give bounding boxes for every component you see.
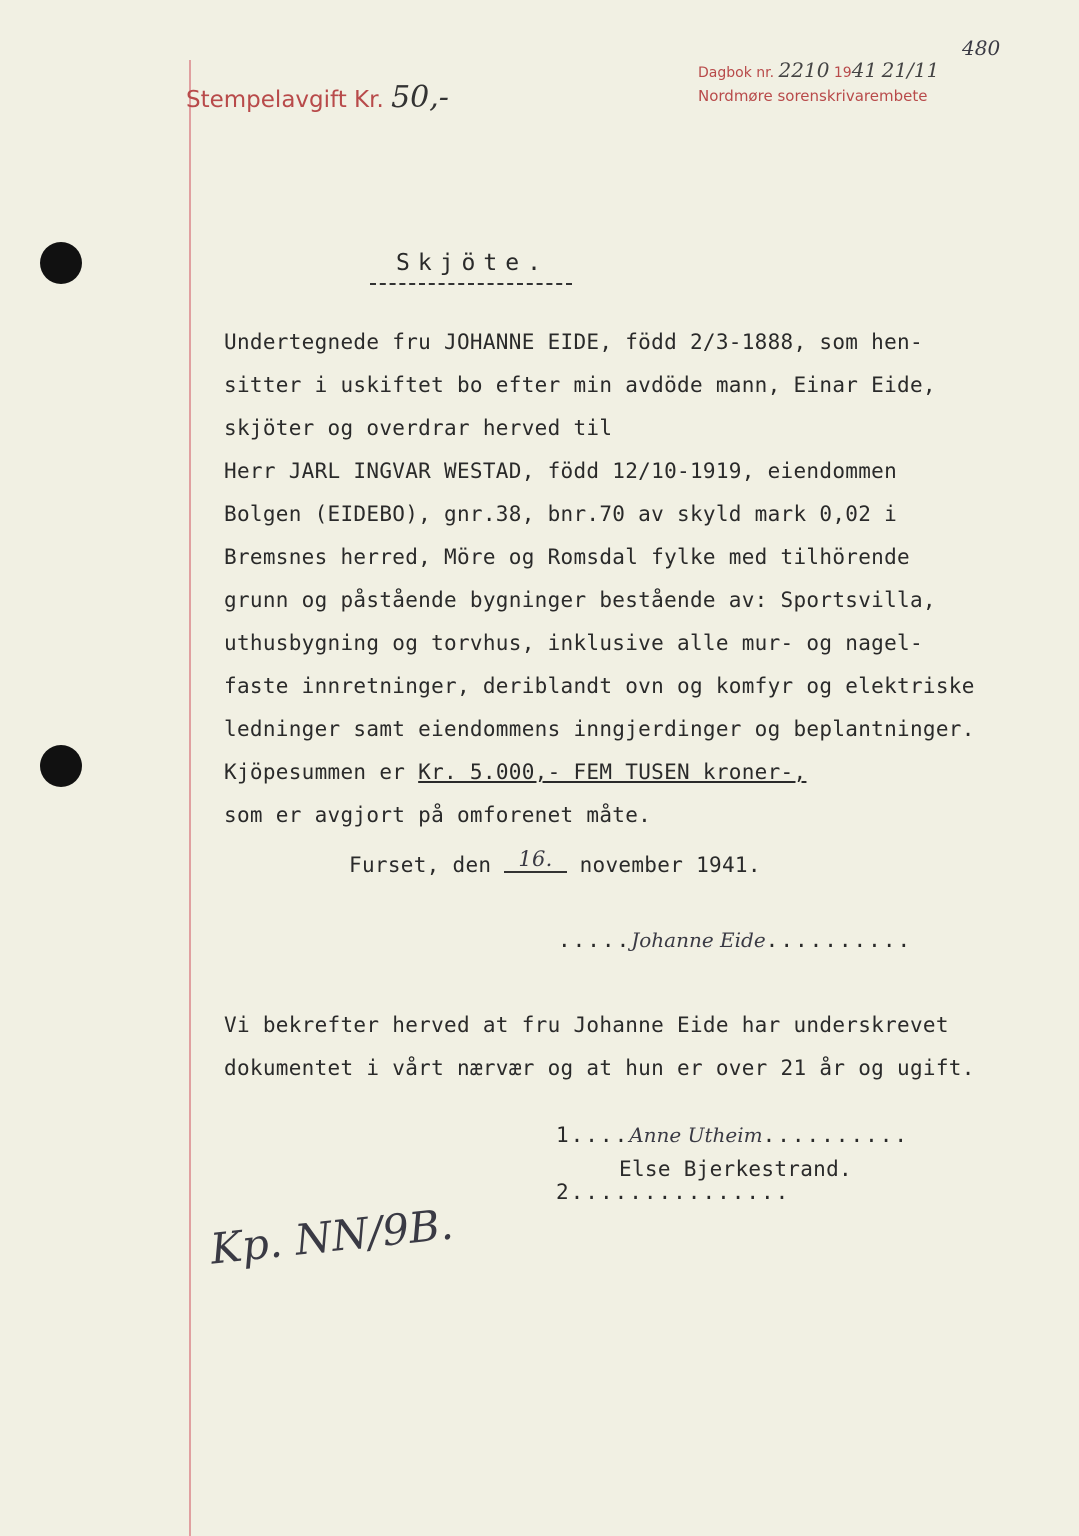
signature-dots-right: .......... [765,928,913,952]
office-stamp: Nordmøre sorenskrivarembete [698,87,928,105]
journal-year-prefix: 19 [833,65,852,81]
title-underline [370,283,572,285]
punch-hole-bottom [40,745,82,787]
margin-rule [189,60,191,1536]
signature-line [558,928,912,952]
price-settled: som er avgjort på omforenet måte. [224,803,652,827]
journal-prefix: Dagbok nr. [698,65,775,81]
witness-line-2 [556,1180,790,1204]
journal-date: 21/11 [881,58,940,82]
dateline-place: Furset, den [349,853,492,877]
witness-dots: .............. [585,1180,791,1204]
witness-statement-line: dokumentet i vårt nærvær og at hun er over 21 år og ugift. [224,1056,975,1080]
witness-number: 2. [556,1180,586,1204]
body-line: skjöter og overdrar herved til [224,416,613,440]
body-line: uthusbygning og torvhus, inklusive alle mur- og nagel- [224,631,923,655]
journal-year: 41 [851,58,878,82]
punch-hole-top [40,242,82,284]
dateline-day: 16. [504,847,566,873]
body-line: faste innretninger, deriblandt ovn og komfyr og elektriske [224,674,975,698]
price-prefix: Kjöpesummen er [224,760,419,784]
dateline-rest: november 1941. [579,853,761,877]
witness-dots: .......... [762,1123,910,1147]
body-line: Bolgen (EIDEBO), gnr.38, bnr.70 av skyld mark 0,02 i [224,502,898,526]
witness-line-1 [556,1123,909,1147]
dateline [349,847,761,877]
witness-signature: Anne Utheim [629,1123,763,1147]
journal-stamp [698,58,939,82]
page-number: 480 [962,36,1001,60]
body-line: sitter i uskiftet bo efter min avdöde mann, Einar Eide, [224,373,936,397]
body-line: ledninger samt eiendommens inngjerdinger og beplantninger. [224,717,975,741]
witness-number: 1.... [556,1123,630,1147]
journal-number: 2210 [778,58,830,82]
stamp-fee-label: Stempelavgift Kr. [186,87,384,113]
price-line [224,760,806,784]
body-line: grunn og påstående bygninger bestående av: Sportsvilla, [224,588,936,612]
document-title: Skjöte. [396,250,549,276]
body-line: Herr JARL INGVAR WESTAD, född 12/10-1919, eiendommen [224,459,898,483]
witness-statement-line: Vi bekrefter herved at fru Johanne Eide har underskrevet [224,1013,949,1037]
body-line: Bremsnes herred, Möre og Romsdal fylke med tilhörende [224,545,910,569]
signature: Johanne Eide [631,928,766,952]
witness-name-2: Else Bjerkestrand. [619,1157,852,1181]
stamp-fee-value: 50,- [391,80,449,115]
body-line: Undertegnede fru JOHANNE EIDE, född 2/3-1888, som hen- [224,330,923,354]
signature-dots-left: ..... [558,928,632,952]
stamp-fee [186,80,449,115]
margin-note: Kp. NN/9B. [208,1199,456,1274]
price-amount: Kr. 5.000,- FEM TUSEN kroner-, [418,760,807,784]
